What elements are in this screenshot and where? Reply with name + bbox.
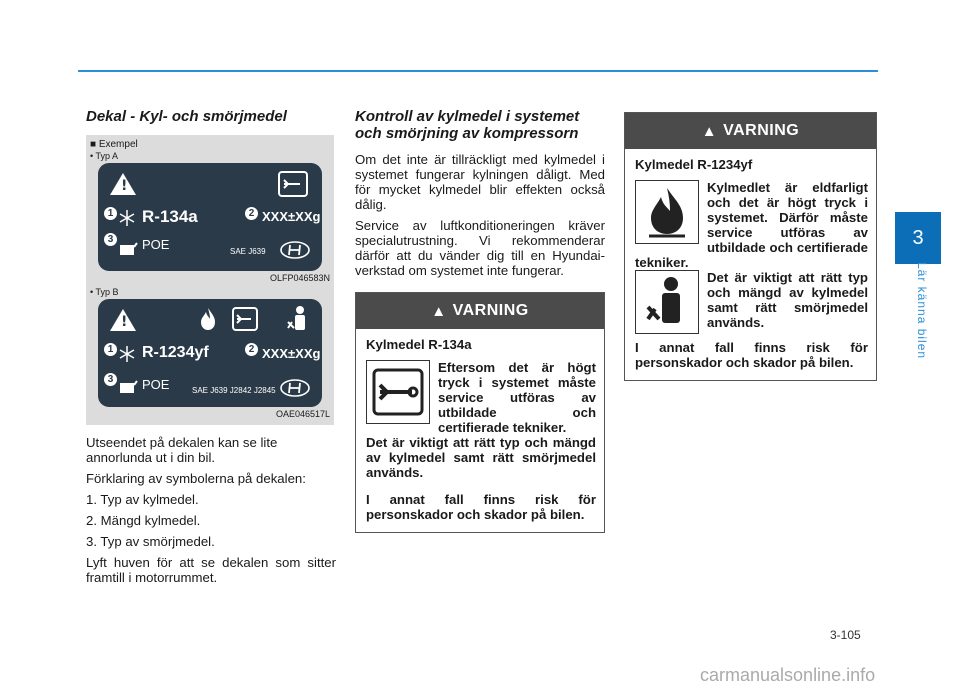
column-right [624,112,877,381]
symbol-explanation-paragraph: Förklaring av symbolerna på dekalen: [86,471,306,486]
service-manual-icon [278,171,308,197]
warning-text-3: I annat fall finns risk för personskador och skador på bilen. [366,492,596,522]
decal-location-paragraph: Lyft huven för att se dekalen som sitter framtill i motorrummet. [86,555,336,585]
section-heading-refrigerant-check: Kontroll av kylmedel i systemet och smörjning av kompressorn [355,108,580,142]
technician-icon [286,305,310,333]
warning-box-r1234yf [624,112,877,381]
warning-triangle-icon: ▲ [431,302,447,320]
decal-b-lubricant: POE [142,377,170,392]
warning-text-3: I annat fall finns risk för personskador och skador på bilen. [635,340,868,370]
warning-header [625,113,876,149]
warning-triangle-icon: ! [110,309,136,331]
marker-2: 2 [245,343,258,356]
section-heading-decal: Dekal - Kyl- och smörjmedel [86,108,287,125]
warning-body [356,329,604,532]
decal-a-amount: XXX±XXg [262,209,321,224]
chapter-tab[interactable] [895,212,941,264]
decal-type-a [98,163,322,271]
column-middle [355,108,605,533]
chapter-label: Lär känna bilen [915,262,929,360]
type-a-label: • Typ A [90,151,119,161]
type-b-image-code: OAE046517L [275,409,330,419]
warning-body [625,149,876,380]
decal-a-refrigerant: R-134a [142,207,198,226]
warning-text-2: Det är viktigt att rätt typ och mängd av kylmedel samt rätt smörjmedel används. [707,270,868,330]
top-rule [78,70,878,72]
refrigerant-paragraph-1: Om det inte är tillräckligt med kylmedel i systemet fungerar kylningen dåligt. Med för mycket kylmedel blir effekten också dålig. [355,152,605,212]
list-item-1: 1. Typ av kylmedel. [86,492,199,507]
lubricant-icon [118,375,138,395]
warning-triangle-icon: ▲ [701,122,718,140]
warning-lead: Kylmedel R-1234yf [635,157,753,172]
decal-b-refrigerant: R-1234yf [142,344,209,361]
warning-header [356,293,604,329]
marker-1: 1 [104,207,117,220]
service-manual-icon [366,360,430,424]
marker-3: 3 [104,233,117,246]
technician-icon [635,270,699,334]
refrigerant-paragraph-2: Service av luftkonditioneringen kräver specialutrustning. Vi rekommenderar därför att du vänder dig till en Hyundai-verkstad om systemet inte fungerar. [355,218,605,278]
warning-text-2: Det är viktigt att rätt typ och mängd av kylmedel samt rätt smörjmedel används. [366,435,596,480]
example-label: ■ Exempel [90,139,138,150]
marker-3: 3 [104,373,117,386]
service-manual-icon [232,307,258,331]
type-b-label: • Typ B [90,287,119,297]
decal-example-figure [86,135,334,425]
hyundai-logo-icon [280,241,310,259]
warning-text-1: Kylmedlet är eldfarligt och det är högt tryck i systemet. Därför måste service utföras av utbildade och certifierade tekniker. [635,180,868,270]
decal-b-standard: SAE J639 J2842 J2845 [192,386,276,395]
decal-a-standard: SAE J639 [230,247,266,256]
list-item-2: 2. Mängd kylmedel. [86,513,201,528]
flame-icon [635,180,699,244]
decal-a-lubricant: POE [142,237,170,252]
refrigerant-icon [118,209,136,227]
marker-2: 2 [245,207,258,220]
warning-title: VARNING [723,122,800,139]
refrigerant-icon [118,345,136,363]
chapter-number: 3 [912,226,924,249]
page-number: 3-105 [830,628,861,642]
marker-1: 1 [104,343,117,356]
hyundai-logo-icon [280,379,310,397]
decal-intro-paragraph: Utseendet på dekalen kan se lite annorlunda ut i din bil. [86,435,278,465]
warning-triangle-icon: ! [110,173,136,195]
column-left [86,108,336,591]
flame-icon [198,307,218,331]
warning-title: VARNING [452,302,529,319]
decal-b-amount: XXX±XXg [262,346,321,361]
lubricant-icon [118,237,138,257]
warning-lead: Kylmedel R-134a [366,337,472,352]
type-a-image-code: OLFP046583N [269,273,330,283]
warning-text-1: Eftersom det är högt tryck i systemet måste service utföras av utbildade och certifierade tekniker. [438,360,596,435]
list-item-3: 3. Typ av smörjmedel. [86,534,215,549]
warning-box-r134a [355,292,605,533]
watermark: carmanualsonline.info [700,665,876,685]
decal-type-b [98,299,322,407]
